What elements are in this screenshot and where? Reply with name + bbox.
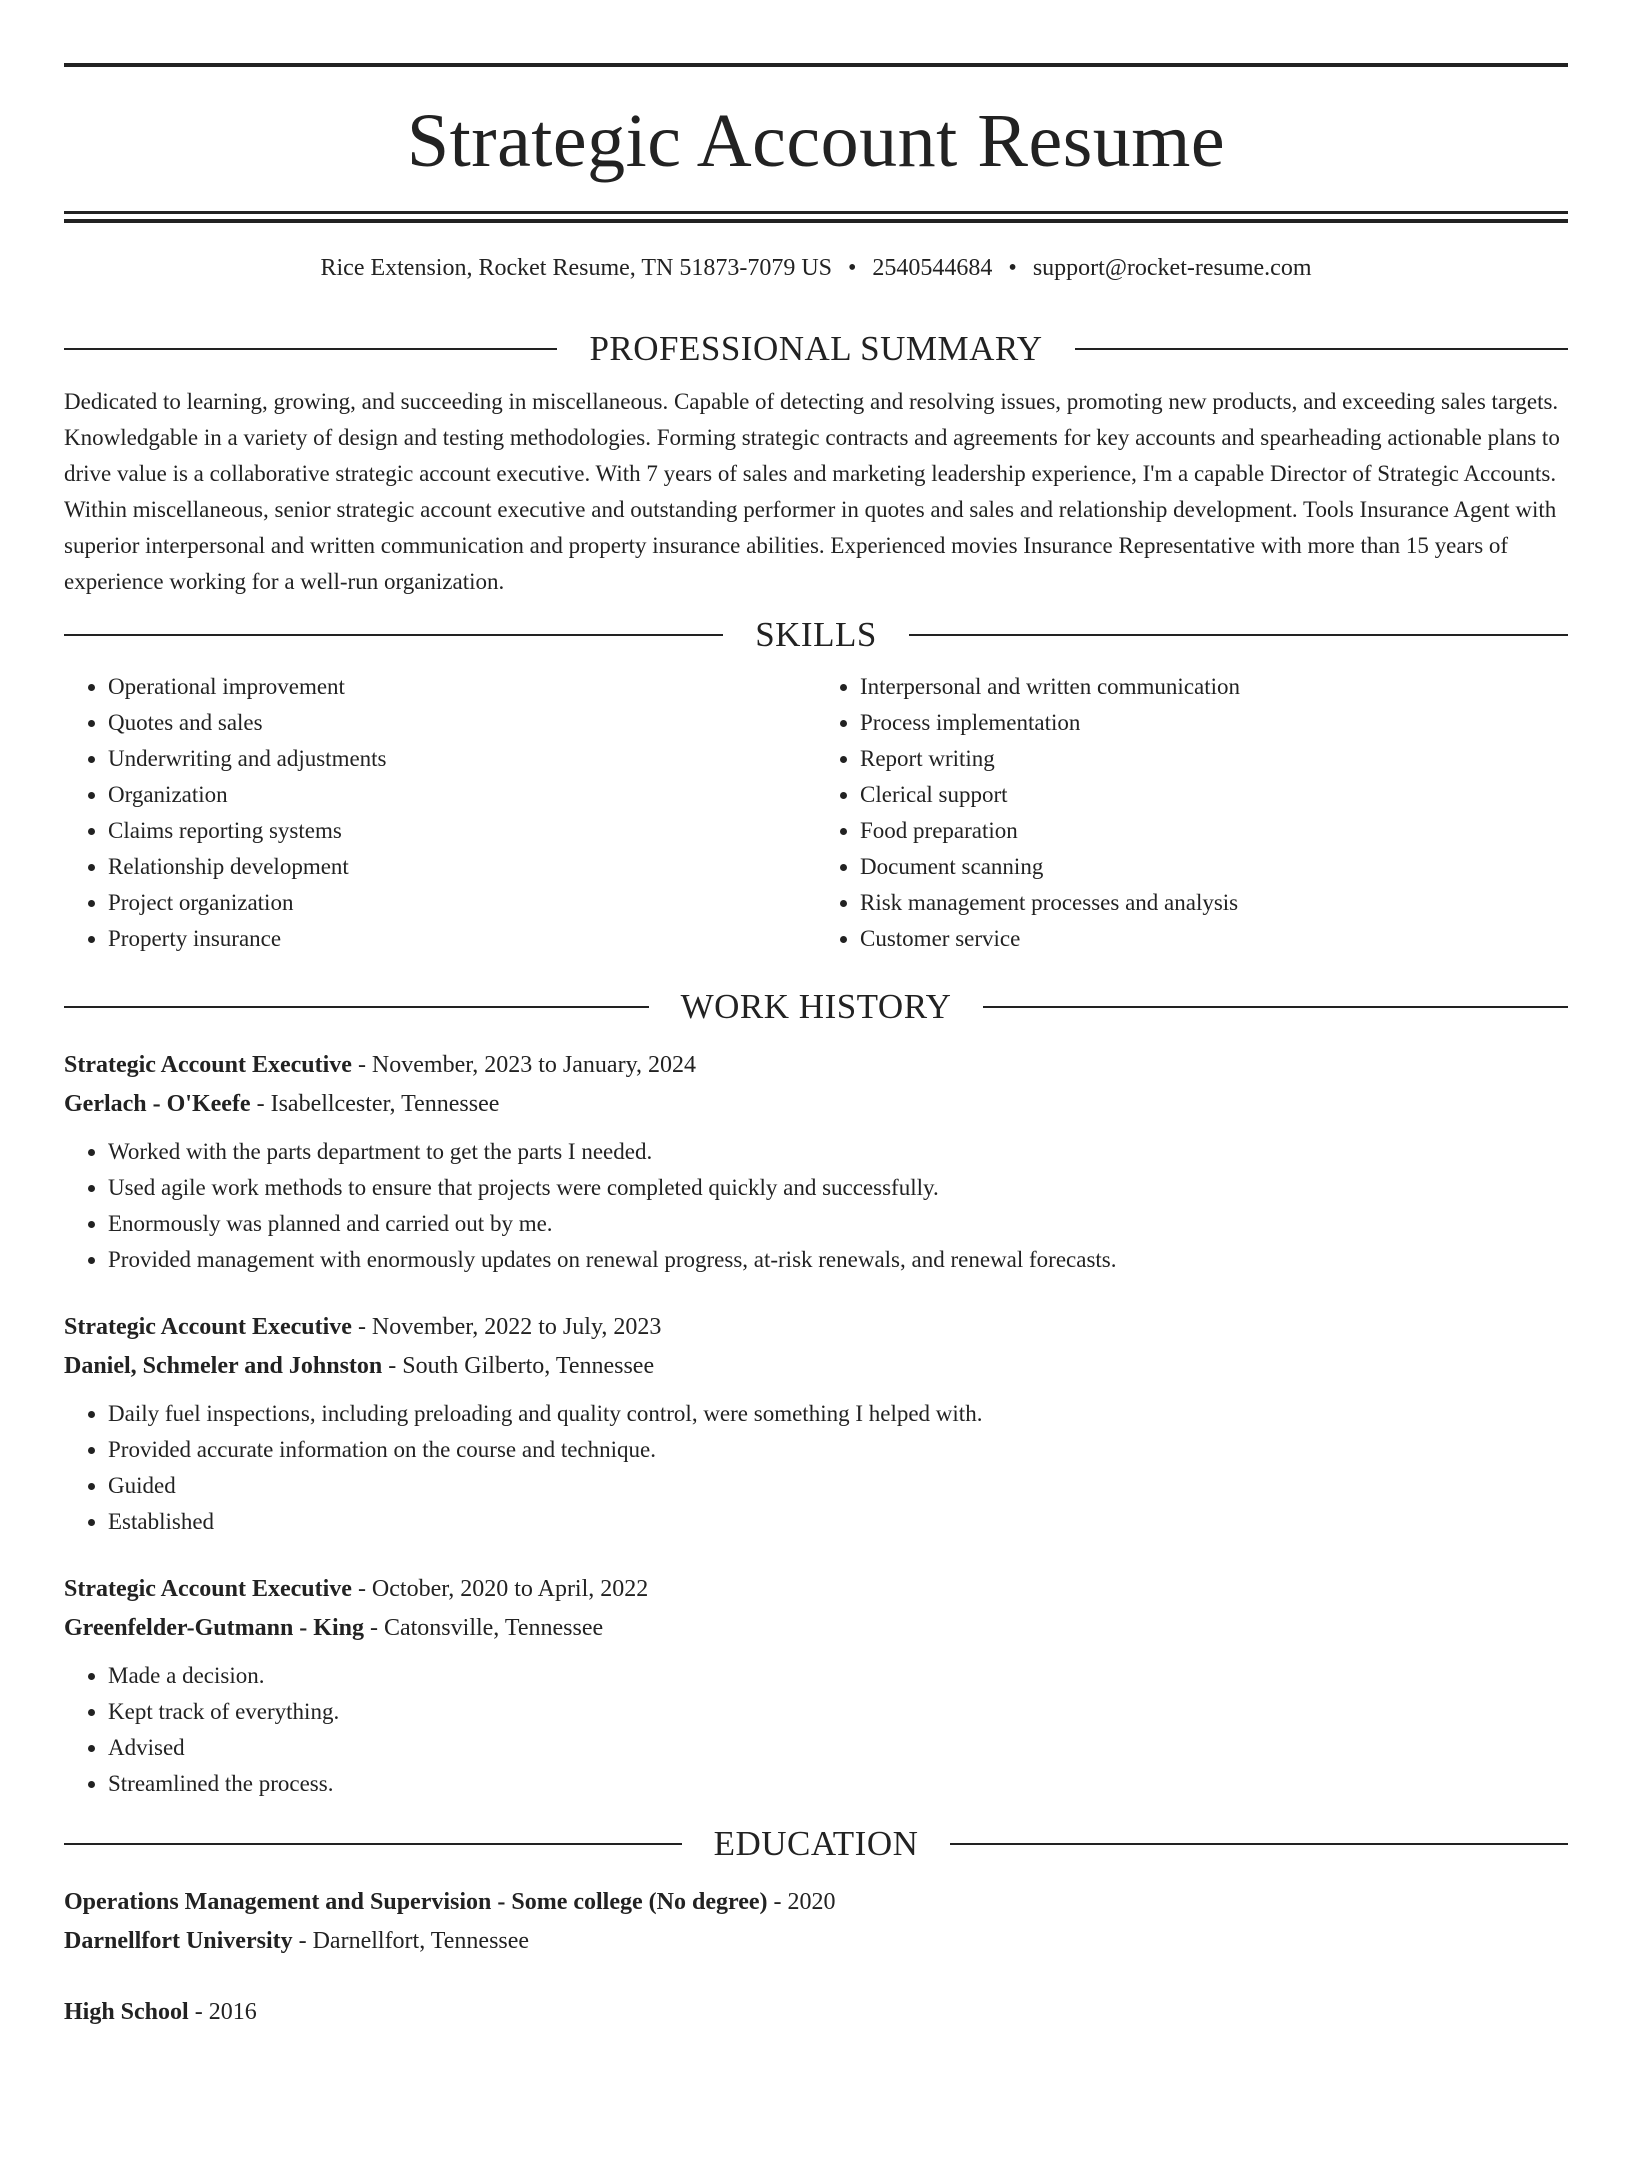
heading-rule [64,1843,682,1845]
skill-item: • Interpersonal and written communication [860,669,1568,705]
skill-item: • Underwriting and adjustments [108,741,816,777]
job-dates: - November, 2023 to January, 2024 [351,1052,697,1079]
job-company: Gerlach - O'Keefe [64,1091,251,1118]
heading-rule [64,634,723,636]
job-location: - South Gilberto, Tennessee [382,1353,655,1380]
contact-phone: 2540544684 [872,255,993,281]
job-company: Daniel, Schmeler and Johnston [64,1353,383,1380]
job-title: Strategic Account Executive [64,1576,352,1603]
contact-address: Rice Extension, Rocket Resume, TN 51873-7079 US [320,255,832,281]
job-title-line [64,1570,1568,1609]
skill-item: • Quotes and sales [108,705,816,741]
job-company-line [64,1609,1568,1648]
job-bullet: • Daily fuel inspections, including preloading and quality control, were something I helped with. [108,1396,1568,1432]
education-location: - Darnellfort, Tennessee [292,1928,530,1955]
work-heading-label: WORK HISTORY [680,987,952,1027]
job-bullet: • Provided accurate information on the course and technique. [108,1432,1568,1468]
job-dates: - October, 2020 to April, 2022 [351,1576,649,1603]
education-entry [64,1883,1568,1961]
skill-item: • Operational improvement [108,669,816,705]
heading-rule [950,1843,1568,1845]
education-heading-label: EDUCATION [713,1824,919,1864]
resume-page [0,63,1632,2175]
skill-item: • Relationship development [108,849,816,885]
job-location: - Isabellcester, Tennessee [250,1091,500,1118]
job-bullet: • Established [108,1504,1568,1540]
job-bullet: • Guided [108,1468,1568,1504]
resume-title: Strategic Account Resume [406,99,1226,183]
job-title-line [64,1308,1568,1347]
job-bullet: • Advised [108,1730,1568,1766]
skill-item: • Customer service [860,921,1568,957]
job-title: Strategic Account Executive [64,1052,352,1079]
skill-item: • Document scanning [860,849,1568,885]
skill-item: • Report writing [860,741,1568,777]
heading-rule [909,634,1568,636]
job-bullet: • Used agile work methods to ensure that projects were completed quickly and successfully. [108,1170,1568,1206]
skill-item: • Property insurance [108,921,816,957]
education-year: - 2020 [767,1889,836,1916]
job-location: - Catonsville, Tennessee [363,1615,604,1642]
job-bullet: • Worked with the parts department to get the parts I needed. [108,1134,1568,1170]
top-rule [64,63,1568,67]
heading-rule [1075,348,1568,350]
skill-item: • Organization [108,777,816,813]
job-bullet: • Provided management with enormously updates on renewal progress, at-risk renewals, and renewal forecasts. [108,1242,1568,1278]
heading-rule [64,1006,649,1008]
contact-separator: • [1008,255,1017,281]
contact-separator: • [848,255,857,281]
heading-rule [64,348,557,350]
job-bullet: • Streamlined the process. [108,1766,1568,1802]
job-company: Greenfelder-Gutmann - King [64,1615,364,1642]
job-entry [64,1046,1568,1278]
education-degree-line [64,1883,1568,1922]
job-bullets [64,1134,1568,1278]
job-dates: - November, 2022 to July, 2023 [351,1314,662,1341]
skill-item: • Risk management processes and analysis [860,885,1568,921]
education-degree: High School [64,1999,189,2026]
skill-item: • Project organization [108,885,816,921]
skill-item: • Claims reporting systems [108,813,816,849]
job-title: Strategic Account Executive [64,1314,352,1341]
education-entry [64,1993,1568,2032]
education-degree-line [64,1993,1568,2032]
education-school: Darnellfort University [64,1928,293,1955]
skill-item: • Food preparation [860,813,1568,849]
job-bullet: • Made a decision. [108,1658,1568,1694]
title-double-rule [64,211,1568,223]
job-bullet: • Enormously was planned and carried out by me. [108,1206,1568,1242]
job-bullets [64,1396,1568,1540]
job-company-line [64,1347,1568,1386]
job-bullet: • Kept track of everything. [108,1694,1568,1730]
skills-heading [64,615,1568,655]
summary-heading [64,329,1568,369]
education-school-line [64,1922,1568,1961]
skill-item: • Process implementation [860,705,1568,741]
job-company-line [64,1085,1568,1124]
education-heading [64,1824,1568,1864]
job-title-line [64,1046,1568,1085]
skills-list [64,669,1568,957]
skill-item: • Clerical support [860,777,1568,813]
job-bullets [64,1658,1568,1802]
education-year: - 2016 [188,1999,257,2026]
work-heading [64,987,1568,1027]
summary-heading-label: PROFESSIONAL SUMMARY [589,329,1043,369]
skills-column-left [64,669,816,957]
job-entry [64,1570,1568,1802]
heading-rule [983,1006,1568,1008]
summary-text: Dedicated to learning, growing, and succeeding in miscellaneous. Capable of detecting and resolving issues, promoting new products, and exceeding sales targets. Knowledgable in a variety of design and testing methodologies. Forming strategic contracts and agreements for key accounts and spearheading actionable plans to drive value is a collaborative strategic account executive. With 7 years of sales and marketing leadership experience, I'm a capable Director of Strategic Accounts. Within miscellaneous, senior strategic account executive and outstanding performer in quotes and sales and relationship development. Tools Insurance Agent with superior interpersonal and written communication and property insurance abilities. Experienced movies Insurance Representative with more than 15 years of experience working for a well-run organization. [64,389,1560,595]
skills-column-right [816,669,1568,957]
contact-line [64,253,1568,284]
education-degree: Operations Management and Supervision - Some college (No degree) [64,1889,768,1916]
skills-heading-label: SKILLS [755,615,877,655]
contact-email: support@rocket-resume.com [1032,255,1312,281]
job-entry [64,1308,1568,1540]
